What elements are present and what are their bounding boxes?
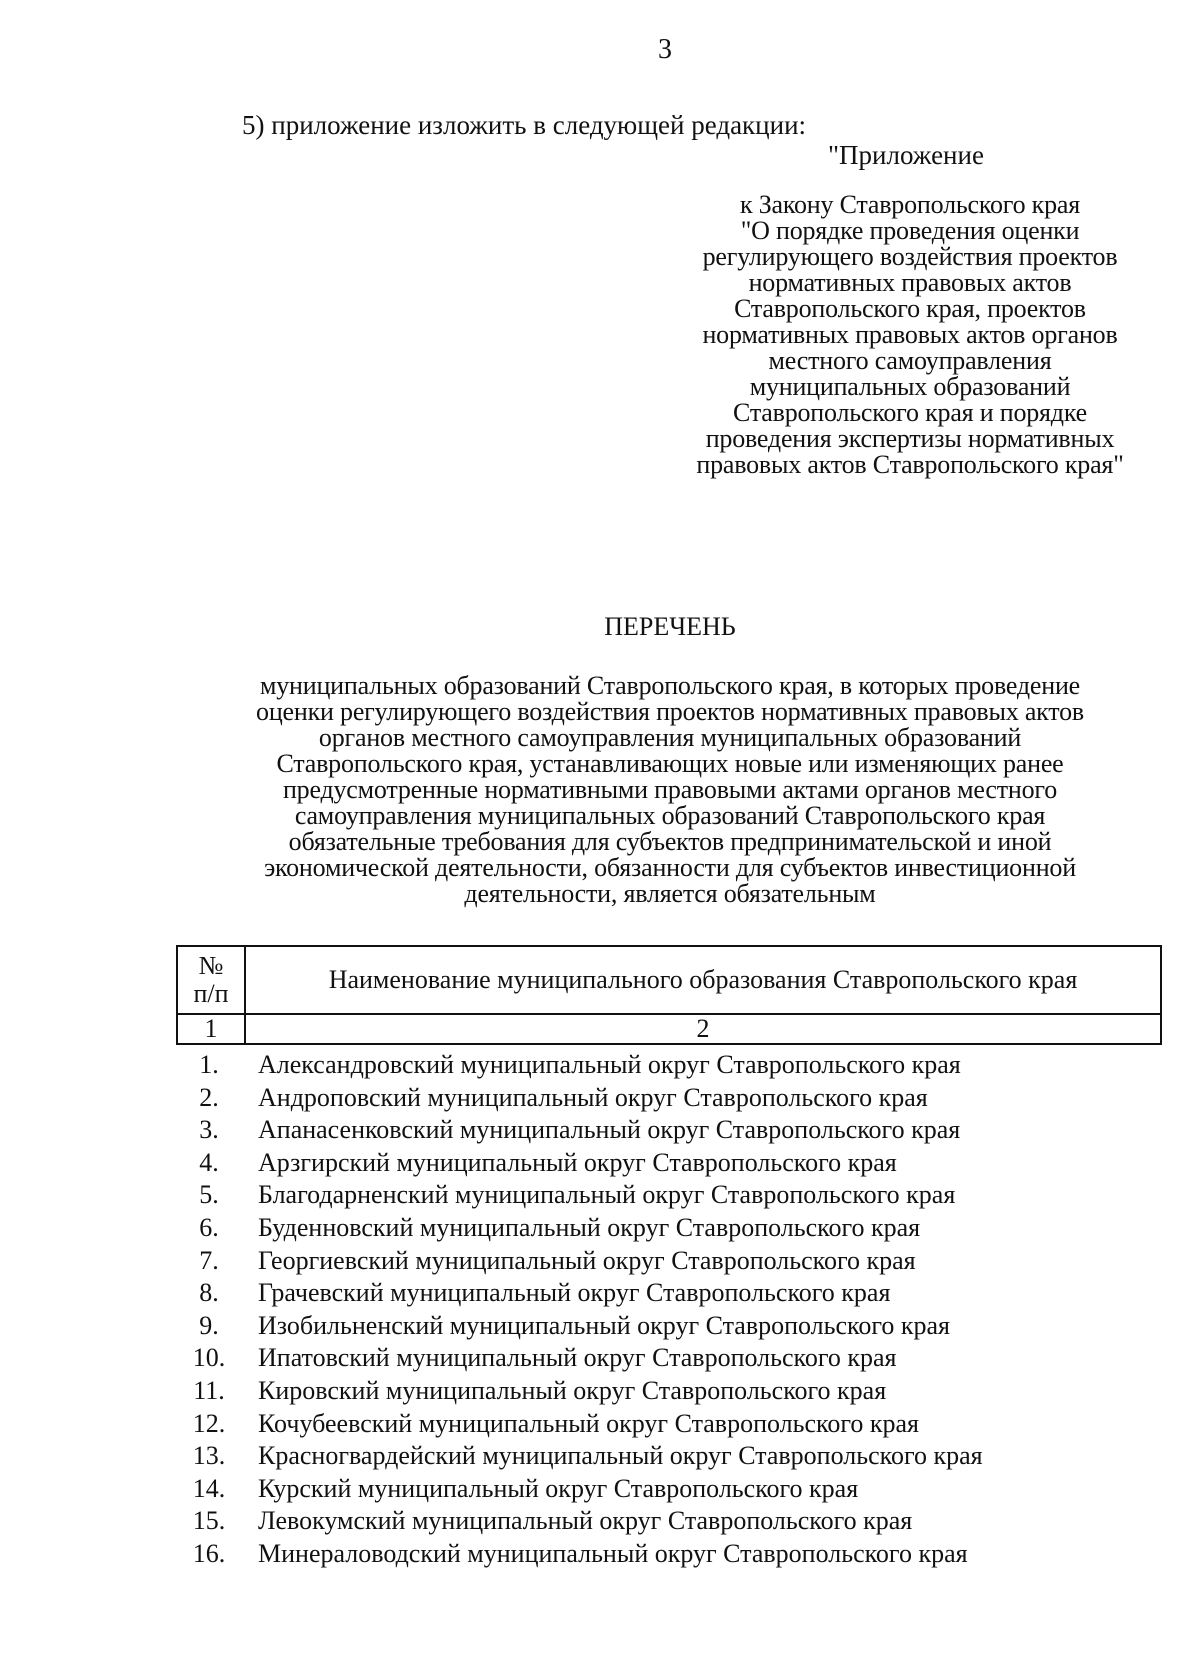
table-row xyxy=(176,1310,1162,1343)
row-name: Андроповский муниципальный округ Ставропольского края xyxy=(258,1082,928,1112)
appendix-reference-line: муниципальных образований xyxy=(749,372,1071,401)
intro-line: 5) приложение изложить в следующей редакции: xyxy=(242,110,807,140)
row-name: Курский муниципальный округ Ставропольского края xyxy=(258,1473,859,1503)
table-row xyxy=(176,1082,1162,1115)
row-name: Грачевский муниципальный округ Ставропольского края xyxy=(258,1278,891,1308)
row-name: Буденновский муниципальный округ Ставропольского края xyxy=(258,1212,921,1242)
appendix-reference-line: правовых актов Ставропольского края" xyxy=(696,450,1124,479)
table-row xyxy=(176,1245,1162,1278)
table-row xyxy=(176,1342,1162,1375)
number-column-header xyxy=(177,946,245,1014)
subtitle-line: органов местного самоуправления муниципальных образований xyxy=(318,723,1022,752)
row-name: Апанасенковский муниципальный округ Ставропольского края xyxy=(258,1115,961,1145)
table-header-row xyxy=(177,946,1161,1014)
subtitle-line: муниципальных образований Ставропольского края, в которых проведение xyxy=(259,671,1080,700)
column-number-2: 2 xyxy=(245,1014,1161,1044)
row-number: 4. xyxy=(199,1147,219,1177)
row-name: Благодарненский муниципальный округ Ставропольского края xyxy=(258,1180,956,1210)
table-row xyxy=(176,1473,1162,1506)
appendix-reference-line: Ставропольского края, проектов xyxy=(734,294,1086,323)
row-name: Кировский муниципальный округ Ставропольского края xyxy=(258,1375,887,1405)
row-number: 11. xyxy=(193,1375,225,1405)
row-number: 6. xyxy=(199,1212,219,1242)
table-row xyxy=(176,1440,1162,1473)
row-name: Красногвардейский муниципальный округ Ставропольского края xyxy=(258,1441,983,1471)
row-number: 12. xyxy=(192,1408,226,1438)
row-name: Кочубеевский муниципальный округ Ставропольского края xyxy=(258,1408,919,1438)
name-column-header: Наименование муниципального образования Ставропольского края xyxy=(245,946,1161,1014)
appendix-reference-line: регулирующего воздействия проектов xyxy=(702,242,1118,271)
appendix-reference-line: к Закону Ставропольского края xyxy=(739,190,1081,219)
number-symbol: № xyxy=(198,951,224,980)
appendix-reference xyxy=(630,192,1190,478)
row-number: 13. xyxy=(192,1441,226,1471)
appendix-reference-line: "О порядке проведения оценки xyxy=(740,216,1080,245)
row-name: Ипатовский муниципальный округ Ставропольского края xyxy=(258,1343,897,1373)
appendix-title: "Приложение xyxy=(828,140,984,170)
row-number: 8. xyxy=(199,1278,219,1308)
row-number: 2. xyxy=(199,1082,219,1112)
municipalities-table-header xyxy=(176,945,1162,1045)
subtitle-line: деятельности, является обязательным xyxy=(464,879,876,908)
subtitle-line: оценки регулирующего воздействия проектов нормативных правовых актов xyxy=(256,697,1084,726)
table-row xyxy=(176,1147,1162,1180)
row-name: Георгиевский муниципальный округ Ставропольского края xyxy=(258,1245,916,1275)
row-number: 7. xyxy=(199,1245,219,1275)
row-number: 5. xyxy=(199,1180,219,1210)
appendix-reference-line: местного самоуправления xyxy=(768,346,1052,375)
row-name: Изобильненский муниципальный округ Ставропольского края xyxy=(258,1310,951,1340)
appendix-reference-line: проведения экспертизы нормативных xyxy=(705,424,1115,453)
subtitle-line: самоуправления муниципальных образований Ставропольского края xyxy=(294,801,1046,830)
table-row xyxy=(176,1212,1162,1245)
row-number: 16. xyxy=(192,1538,226,1568)
appendix-reference-line: нормативных правовых актов xyxy=(748,268,1072,297)
subtitle-line: экономической деятельности, обязанности для субъектов инвестиционной xyxy=(264,853,1076,882)
table-row xyxy=(176,1375,1162,1408)
table-row xyxy=(176,1049,1162,1082)
subtitle-line: Ставропольского края, устанавливающих новые или изменяющих ранее xyxy=(276,749,1064,778)
row-name: Левокумский муниципальный округ Ставропольского края xyxy=(258,1506,913,1536)
table-row xyxy=(176,1538,1162,1571)
list-title: ПЕРЕЧЕНЬ xyxy=(604,612,736,641)
row-number: 3. xyxy=(199,1115,219,1145)
table-row xyxy=(176,1114,1162,1147)
appendix-reference-line: Ставропольского края и порядке xyxy=(733,398,1087,427)
subtitle-line: обязательные требования для субъектов предпринимательской и иной xyxy=(288,827,1052,856)
table-row xyxy=(176,1408,1162,1441)
column-numbers-row xyxy=(177,1014,1161,1044)
list-subtitle xyxy=(180,673,1160,907)
row-number: 14. xyxy=(192,1473,226,1503)
row-name: Арзгирский муниципальный округ Ставропольского края xyxy=(258,1147,897,1177)
row-number: 1. xyxy=(199,1050,219,1079)
number-abbrev: п/п xyxy=(193,979,229,1008)
subtitle-line: предусмотренные нормативными правовыми актами органов местного xyxy=(282,775,1058,804)
table-row xyxy=(176,1505,1162,1538)
row-name: Александровский муниципальный округ Ставропольского края xyxy=(258,1050,961,1079)
municipalities-list xyxy=(176,1049,1162,1571)
table-row xyxy=(176,1277,1162,1310)
table-row xyxy=(176,1179,1162,1212)
row-number: 15. xyxy=(192,1506,226,1536)
page-number: 3 xyxy=(658,34,672,65)
row-name: Минераловодский муниципальный округ Ставропольского края xyxy=(258,1538,968,1568)
row-number: 9. xyxy=(199,1310,219,1340)
column-number-1: 1 xyxy=(177,1014,245,1044)
row-number: 10. xyxy=(192,1343,226,1373)
appendix-reference-line: нормативных правовых актов органов xyxy=(702,320,1118,349)
